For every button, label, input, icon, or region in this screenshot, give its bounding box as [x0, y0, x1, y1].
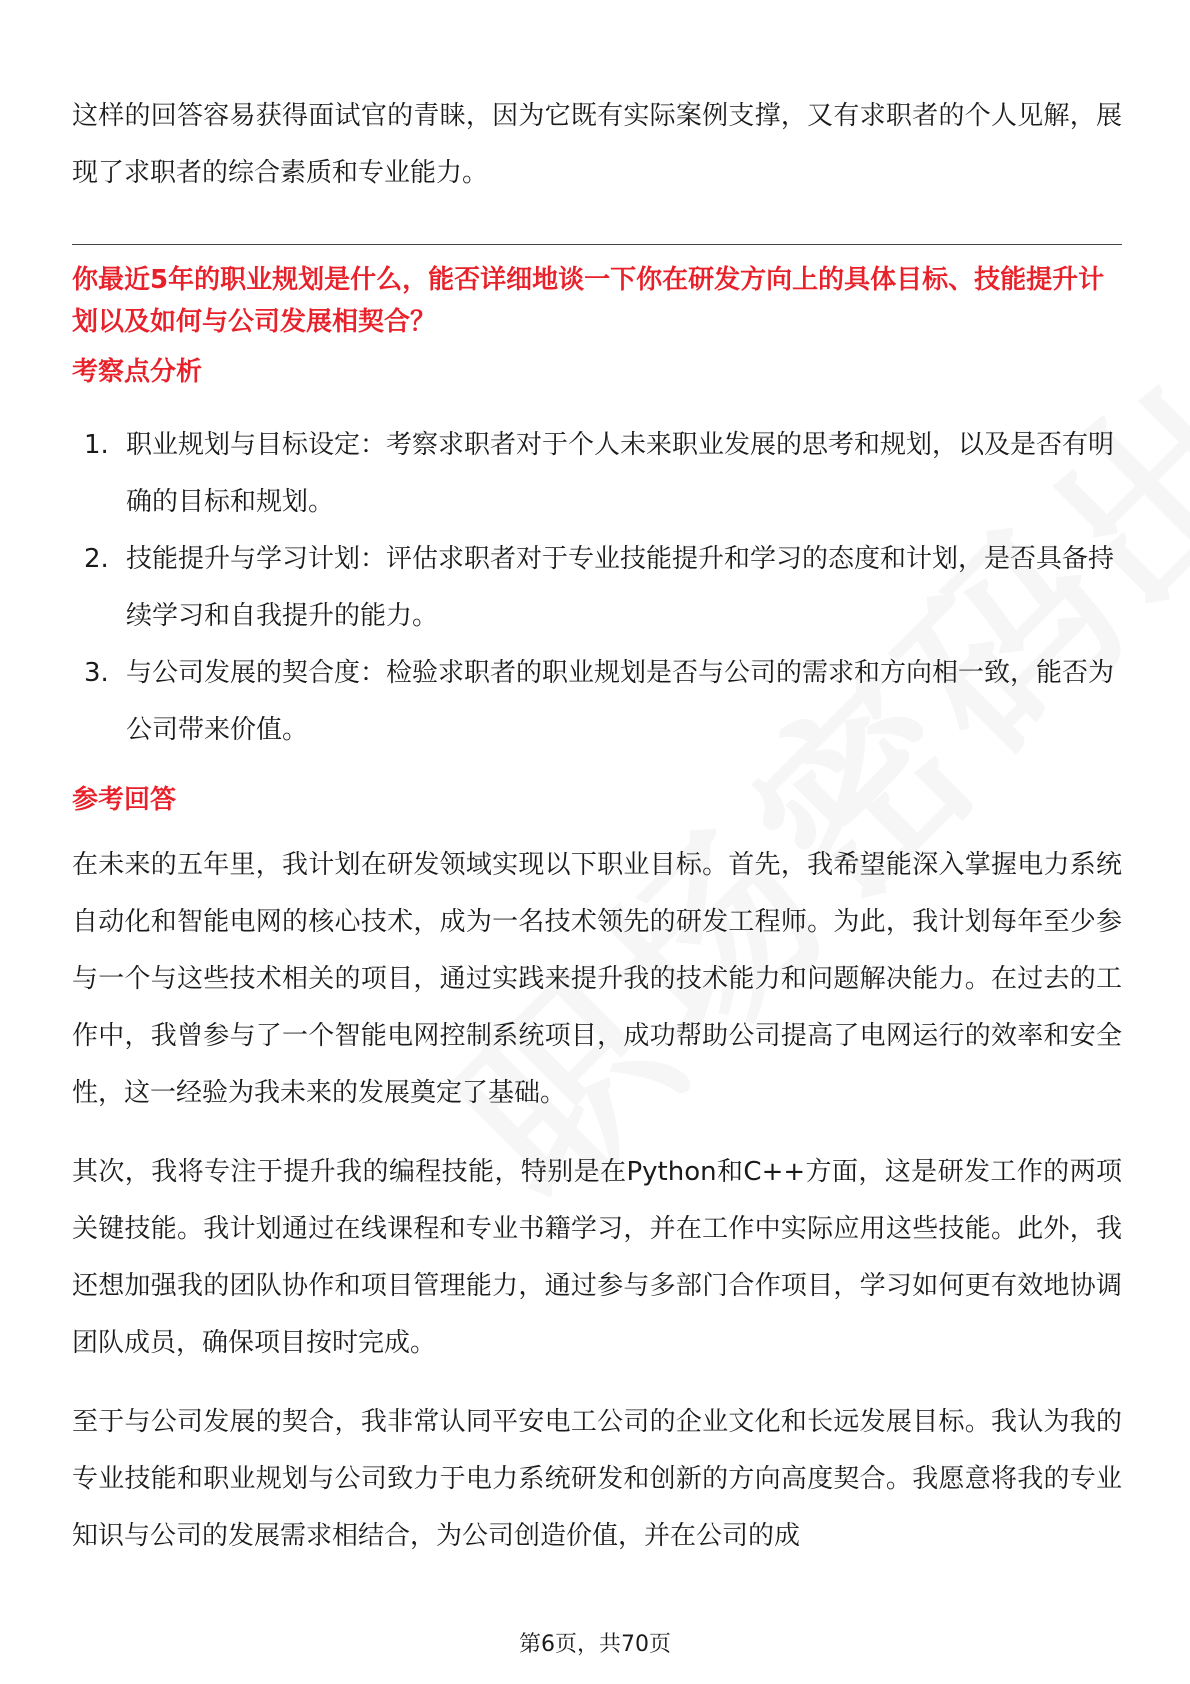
intro-paragraph: 这样的回答容易获得面试官的青睐，因为它既有实际案例支撑，又有求职者的个人见解，展现了求职者的综合素质和专业能力。 — [72, 101, 1122, 188]
analysis-heading: 考察点分析 — [72, 357, 203, 387]
point-number: 3. — [84, 658, 109, 688]
analysis-list — [72, 417, 1122, 759]
point-number: 2. — [84, 544, 109, 574]
analysis-point — [72, 531, 1122, 645]
answer-heading: 参考回答 — [72, 785, 177, 815]
page-content — [72, 88, 1122, 1587]
page-footer: 第6页，共70页 — [519, 1632, 671, 1657]
point-text: 技能提升与学习计划：评估求职者对于专业技能提升和学习的态度和计划，是否具备持续学习和自我提升的能力。 — [126, 544, 1115, 631]
question-title: 你最近5年的职业规划是什么，能否详细地谈一下你在研发方向上的具体目标、技能提升计划以及如何与公司发展相契合？ — [72, 265, 1105, 337]
point-text: 与公司发展的契合度：检验求职者的职业规划是否与公司的需求和方向相一致，能否为公司带来价值。 — [126, 658, 1115, 745]
answer-paragraph: 至于与公司发展的契合，我非常认同平安电工公司的企业文化和长远发展目标。我认为我的专业技能和职业规划与公司致力于电力系统研发和创新的方向高度契合。我愿意将我的专业知识与公司的发展需求相结合，为公司创造价值，并在公司的成 — [72, 1407, 1122, 1551]
answer-paragraph: 在未来的五年里，我计划在研发领域实现以下职业目标。首先，我希望能深入掌握电力系统自动化和智能电网的核心技术，成为一名技术领先的研发工程师。为此，我计划每年至少参与一个与这些技术相关的项目，通过实践来提升我的技术能力和问题解决能力。在过去的工作中，我曾参与了一个智能电网控制系统项目，成功帮助公司提高了电网运行的效率和安全性，这一经验为我未来的发展奠定了基础。 — [72, 850, 1122, 1108]
analysis-point — [72, 645, 1122, 759]
analysis-point — [72, 417, 1122, 531]
point-text: 职业规划与目标设定：考察求职者对于个人未来职业发展的思考和规划，以及是否有明确的目标和规划。 — [126, 430, 1115, 517]
answer-paragraph: 其次，我将专注于提升我的编程技能，特别是在Python和C++方面，这是研发工作的两项关键技能。我计划通过在线课程和专业书籍学习，并在工作中实际应用这些技能。此外，我还想加强我的团队协作和项目管理能力，通过参与多部门合作项目，学习如何更有效地协调团队成员，确保项目按时完成。 — [72, 1157, 1122, 1358]
point-number: 1. — [84, 430, 109, 460]
section-divider — [72, 244, 1122, 245]
